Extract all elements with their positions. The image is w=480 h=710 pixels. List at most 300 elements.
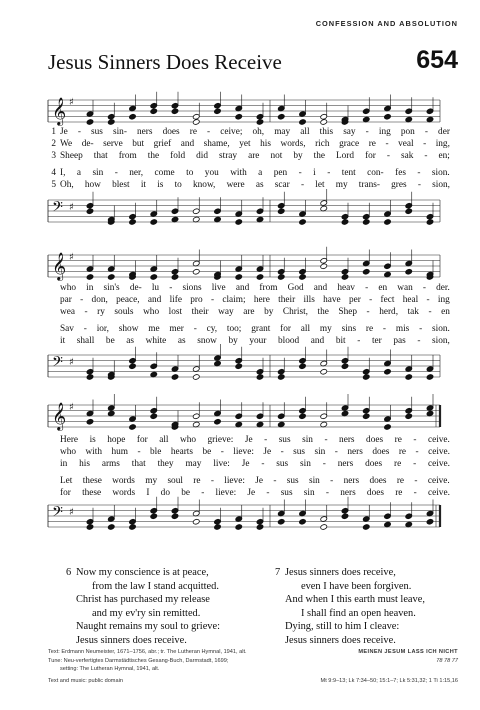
lyric-syllable: - (369, 295, 373, 305)
lyric-syllable: ing (378, 127, 391, 137)
lyric-text (60, 139, 450, 149)
lyric-syllable: I (146, 488, 150, 498)
verse-number: 4 (51, 168, 56, 178)
lyric-syllable: mer (169, 324, 184, 334)
lyric-syllable: re (394, 435, 402, 445)
lyric-syllable: ners (339, 435, 355, 445)
lyric-syllable: by (293, 151, 303, 161)
lyric-syllable: lieve: (215, 488, 237, 498)
note-head (150, 102, 158, 109)
lyric-syllable: - (261, 459, 265, 469)
hymn-title: Jesus Sinners Does Receive (48, 50, 282, 74)
note-head (129, 219, 137, 226)
lyric-syllable: pas (393, 336, 406, 346)
note-head (405, 202, 413, 209)
note-head (214, 524, 222, 531)
lyric-syllable: their (278, 295, 296, 305)
lyric-syllable: heal (402, 295, 419, 305)
lyric-syllable: sin- (112, 127, 127, 137)
lyric-syllable: sin (314, 447, 326, 457)
credits (48, 648, 247, 674)
lyric-syllable: with (230, 168, 247, 178)
stanza-6 (66, 566, 276, 647)
stanza-7-line: Jesus sinners does receive, (285, 567, 396, 578)
note-head (192, 413, 200, 420)
lyric-syllable: your (249, 336, 267, 346)
note-head (150, 413, 158, 420)
note-head (150, 507, 158, 514)
note-head (256, 524, 264, 531)
sharp-icon: ♯ (69, 402, 74, 413)
lyric-syllable: sion, (432, 180, 450, 190)
note-head (299, 119, 307, 126)
lyric-line (0, 283, 480, 295)
lyric-syllable: these (82, 476, 102, 486)
lyric-text (60, 151, 450, 161)
lyric-syllable: let (315, 180, 325, 190)
rights-notice: Text and music: public domain (48, 678, 123, 684)
lyric-syllable: - (210, 295, 215, 305)
lyric-syllable: - (83, 324, 87, 334)
staff-group (48, 344, 440, 380)
lyric-syllable: may (274, 127, 291, 137)
stanza-7-number: 7 (275, 567, 281, 578)
lyric-syllable: - (169, 283, 173, 293)
lyric-syllable: der (438, 127, 450, 137)
note-head (320, 257, 328, 264)
note-head (107, 274, 115, 281)
stanza-7-line: Jesus sinners does receive. (285, 634, 396, 646)
lyric-syllable: ceive. (427, 435, 450, 445)
lyric-syllable: re (393, 459, 402, 469)
lyric-syllable: re (398, 447, 407, 457)
lyric-syllable: words (112, 476, 135, 486)
note-head (384, 113, 392, 120)
lyric-syllable: Je (244, 435, 253, 445)
lyric-syllable: hearts (170, 447, 194, 457)
lyric-syllable: scar (274, 180, 290, 190)
lyric-text (60, 168, 450, 178)
lyric-syllable: from (259, 283, 278, 293)
lyric-syllable: souls (114, 307, 134, 317)
note-head (277, 374, 285, 381)
lyric-syllable: shame, (203, 139, 230, 149)
note-head (235, 274, 243, 281)
lyric-syllable: sus (293, 447, 306, 457)
note-head (192, 518, 200, 525)
lyric-syllable: ter (371, 336, 382, 346)
note-head (299, 407, 307, 414)
note-head (235, 524, 243, 531)
lyric-syllable: soul (167, 476, 183, 486)
note-head (86, 368, 94, 375)
note-head (171, 108, 179, 115)
note-head (192, 208, 200, 215)
lyric-syllable: - (365, 283, 369, 293)
note-head (129, 363, 137, 370)
lyric-line (0, 307, 480, 319)
lyric-syllable: way (218, 307, 234, 317)
note-head (405, 413, 413, 420)
lyric-syllable: cy, (206, 324, 218, 334)
note-head (235, 363, 243, 370)
note-head (171, 513, 179, 520)
lyric-syllable: ceive. (428, 447, 450, 457)
note-head (320, 113, 328, 120)
lyric-text (60, 476, 450, 486)
sharp-icon: ♯ (69, 252, 74, 263)
lyric-syllable: arms (101, 459, 120, 469)
lyric-syllable: words, (280, 139, 306, 149)
scripture-references: Mt 9:9–13; Lk 7:34–50; 15:1–7; Lk 5:31,32; 1 Ti 1:15,16 (320, 678, 458, 684)
lyric-syllable: don, (91, 295, 108, 305)
note-head (277, 268, 285, 275)
lyric-text (60, 459, 450, 469)
note-head (362, 108, 370, 115)
lyric-syllable: does (366, 435, 384, 445)
lyric-syllable: ble (150, 447, 162, 457)
note-head (86, 274, 94, 281)
lyric-syllable: all (300, 127, 310, 137)
stanza-6-line: Jesus sinners does receive. (76, 634, 187, 646)
note-head (192, 268, 200, 275)
lyric-syllable: know, (193, 180, 216, 190)
note-head (86, 119, 94, 126)
note-head (362, 268, 370, 275)
lyric-syllable: as (255, 180, 264, 190)
lyric-syllable: gres (391, 180, 407, 190)
lyric-syllable: - (266, 488, 270, 498)
tune-info (358, 648, 458, 665)
lyric-syllable: God (287, 283, 304, 293)
lyric-syllable: ceive. (427, 476, 450, 486)
lyric-syllable: have (323, 295, 341, 305)
lyric-syllable: as (126, 336, 135, 346)
stanza-6-number: 6 (66, 567, 72, 578)
staff-group (48, 394, 440, 431)
lyric-syllable: de- (81, 139, 94, 149)
tune-name: MEINEN JESUM LASS ICH NICHT (358, 649, 458, 655)
lyric-text (60, 435, 450, 445)
note-head (384, 263, 392, 270)
lyric-syllable: re (396, 476, 405, 486)
lyric-syllable: - (417, 180, 421, 190)
lyric-syllable: rich (315, 139, 330, 149)
lyric-syllable: my (335, 180, 348, 190)
lyric-syllable: Shep (338, 307, 358, 317)
lyric-syllable: sin (308, 476, 320, 486)
lyric-syllable: grief (153, 139, 172, 149)
lyric-syllable: too; (226, 324, 242, 334)
lyric-syllable: ing (437, 295, 450, 305)
lyric-syllable: all (159, 435, 169, 445)
lyric-syllable: pro (190, 295, 203, 305)
treble-clef-icon: 𝄞 (52, 252, 67, 280)
lyric-syllable: - (357, 336, 361, 346)
lyric-syllable: ry (97, 307, 105, 317)
lyric-syllable: - (424, 151, 428, 161)
lyric-syllable: does (365, 459, 383, 469)
lyric-syllable: do (160, 488, 170, 498)
note-head (299, 274, 307, 281)
note-head (384, 368, 392, 375)
note-head (235, 413, 243, 420)
lyric-syllable: for (60, 488, 71, 498)
lyric-syllable: come (154, 168, 175, 178)
lyric-syllable: does (366, 488, 384, 498)
lyric-syllable: yet (239, 139, 251, 149)
lyric-syllable: re (365, 324, 374, 334)
lyric-syllable: stray (219, 151, 238, 161)
lyric-syllable: bit (335, 336, 346, 346)
note-head (129, 113, 137, 120)
lyric-syllable: Oh, (60, 180, 74, 190)
lyric-syllable: - (201, 488, 205, 498)
note-head (107, 113, 115, 120)
lyric-syllable: you (204, 168, 219, 178)
note-head (405, 208, 413, 215)
note-head (341, 219, 349, 226)
note-head (129, 524, 137, 531)
note-head (341, 268, 349, 275)
lyric-syllable: blest (112, 180, 130, 190)
note-head (320, 413, 328, 420)
note-head (256, 208, 264, 215)
lyric-text (60, 283, 450, 293)
lyric-syllable: ner, (129, 168, 144, 178)
lyric-syllable: fect (380, 295, 395, 305)
lyric-syllable: - (424, 127, 428, 137)
lyric-syllable: ior, (96, 324, 109, 334)
note-head (150, 513, 158, 520)
note-head (426, 219, 434, 226)
lyric-syllable: by (264, 307, 274, 317)
lyric-syllable: Je (263, 447, 272, 457)
note-head (362, 524, 370, 531)
note-head (384, 513, 392, 520)
lyric-syllable: serve (103, 139, 123, 149)
note-head (256, 518, 264, 525)
lyric-text (60, 127, 450, 137)
lyric-syllable: a (258, 168, 263, 178)
lyric-syllable: - (300, 180, 305, 190)
lyric-syllable: i (313, 168, 316, 178)
lyric-syllable: sin (302, 435, 313, 445)
lyric-syllable: for (365, 151, 376, 161)
note-head (86, 208, 94, 215)
lyric-syllable: - (298, 168, 302, 178)
note-head (235, 113, 243, 120)
note-head (341, 513, 349, 520)
lyric-syllable: - (80, 295, 84, 305)
lyric-syllable: con- (367, 168, 384, 178)
note-head (384, 219, 392, 226)
lyric-syllable: how (84, 180, 101, 190)
lyric-text (60, 295, 450, 305)
lyric-syllable: Je (255, 476, 263, 486)
note-head (405, 268, 413, 275)
lyric-syllable: sus (280, 488, 293, 498)
lyric-syllable: - (137, 447, 141, 457)
note-head (277, 368, 285, 375)
verse-number: 3 (51, 151, 56, 161)
lyric-syllable: a (76, 168, 81, 178)
stanza-7-line: I shall find an open heaven. (301, 607, 416, 619)
lyric-syllable: ners (343, 476, 360, 486)
note-head (86, 418, 94, 425)
lyric-syllable: en (378, 283, 388, 293)
note-head (341, 274, 349, 281)
note-head (426, 213, 434, 220)
note-head (426, 108, 434, 115)
stanza-7-line: And when I this earth must leave, (285, 594, 425, 605)
lyric-syllable: sions (182, 283, 202, 293)
lyric-syllable: say (343, 127, 356, 137)
lyric-syllable: me (148, 324, 160, 334)
lyric-syllable: sak (401, 151, 414, 161)
lyric-syllable: - (273, 476, 277, 486)
lyric-syllable: ceive. (427, 488, 450, 498)
note-head (256, 368, 264, 375)
note-head (256, 113, 264, 120)
bass-staff-3 (0, 494, 480, 544)
note-head (150, 407, 158, 414)
lyric-syllable: lost (168, 307, 183, 317)
note-head (277, 113, 285, 120)
lyric-syllable: - (426, 295, 430, 305)
lyric-syllable: who (60, 447, 77, 457)
note-head (171, 274, 179, 281)
lyric-syllable: We (60, 139, 73, 149)
lyric-syllable: ners (337, 459, 354, 469)
lyric-syllable: life (169, 295, 182, 305)
note-head (320, 524, 328, 531)
note-head (129, 213, 137, 220)
note-head (362, 213, 370, 220)
lyric-syllable: re (193, 476, 201, 486)
note-head (362, 219, 370, 226)
lyric-syllable: with (85, 447, 102, 457)
lyric-syllable: - (413, 488, 417, 498)
lyric-syllable: Christ, (282, 307, 308, 317)
lyric-syllable: - (114, 168, 118, 178)
lyric-syllable: claim; (222, 295, 246, 305)
lyric-syllable: peace, (116, 295, 140, 305)
lyric-syllable: - (417, 168, 421, 178)
lyric-text (60, 447, 450, 457)
note-head (362, 374, 370, 381)
lyric-syllable: who (180, 435, 197, 445)
note-head (341, 357, 349, 364)
lyric-syllable: - (280, 447, 284, 457)
lyric-syllable: herd, (379, 307, 399, 317)
lyric-syllable: in (86, 283, 94, 293)
meter: 78 78 77 (436, 657, 458, 664)
note-head (341, 213, 349, 220)
lyric-syllable: were (226, 180, 245, 190)
lyric-syllable: show (118, 324, 139, 334)
note-head (107, 119, 115, 126)
note-head (107, 524, 115, 531)
lyric-syllable: - (365, 127, 369, 137)
note-head (277, 274, 285, 281)
lyric-syllable: snow (197, 336, 217, 346)
note-head (150, 219, 158, 226)
lyric-syllable: not (270, 151, 283, 161)
lyric-syllable: ills (303, 295, 315, 305)
staff-group (48, 247, 440, 281)
sharp-icon: ♯ (69, 507, 74, 518)
lyric-line (0, 139, 480, 151)
stanza-6-line: Christ has purchased my release (76, 594, 210, 605)
bass-clef-icon: 𝄢 (52, 354, 63, 374)
note-head (86, 374, 94, 381)
lyric-syllable: - (366, 307, 370, 317)
lyric-syllable: sion. (431, 168, 450, 178)
lyric-syllable: it (140, 180, 146, 190)
note-head (171, 208, 179, 215)
lyric-syllable: en (441, 307, 450, 317)
lyric-syllable: sus (278, 435, 291, 445)
lyric-syllable: Je (241, 459, 250, 469)
lyric-syllable: my (319, 324, 332, 334)
lyric-line (0, 127, 480, 139)
lyric-syllable: ners (137, 127, 153, 137)
lyric-syllable: this (319, 127, 334, 137)
lyric-syllable: sion. (432, 324, 450, 334)
note-head (171, 374, 179, 381)
lyric-syllable: Let (60, 476, 73, 486)
treble-clef-icon: 𝄞 (52, 97, 67, 125)
note-head (320, 119, 328, 126)
note-head (299, 357, 307, 364)
note-head (150, 274, 158, 281)
note-head (405, 108, 413, 115)
lyric-syllable: pen (273, 168, 288, 178)
verse-number: 1 (51, 127, 56, 137)
lyric-syllable: is (89, 435, 96, 445)
note-head (214, 208, 222, 215)
lyric-syllable: sin's (103, 283, 120, 293)
lyric-syllable: shall (76, 336, 95, 346)
note-head (299, 268, 307, 275)
note-head (384, 424, 392, 431)
verse-number: 5 (51, 180, 56, 190)
lyric-syllable: white (145, 336, 167, 346)
lyric-syllable: does (162, 127, 180, 137)
staff-group (48, 497, 440, 531)
lyric-syllable: they (157, 459, 174, 469)
lyric-syllable: be (105, 336, 115, 346)
hymn-number: 654 (416, 46, 458, 74)
lyric-syllable: and (310, 336, 325, 346)
lyric-syllable: the (147, 151, 160, 161)
note-head (171, 102, 179, 109)
lyric-syllable: Je (60, 127, 68, 137)
lyric-syllable: - (422, 283, 426, 293)
note-head (150, 108, 158, 115)
tune-credit: Tune: Neu-verfertigtes Darmstädtisches Gesang-Buch, Darmstadt, 1699; (48, 657, 229, 664)
lyric-syllable: to (186, 168, 194, 178)
note-head (150, 363, 158, 370)
note-head (86, 202, 94, 209)
lyric-syllable: re (189, 127, 197, 137)
lyric-syllable: - (334, 447, 338, 457)
note-head (256, 374, 264, 381)
lyric-syllable: par (60, 295, 72, 305)
lyric-syllable: - (84, 307, 88, 317)
staff-group (48, 189, 440, 225)
